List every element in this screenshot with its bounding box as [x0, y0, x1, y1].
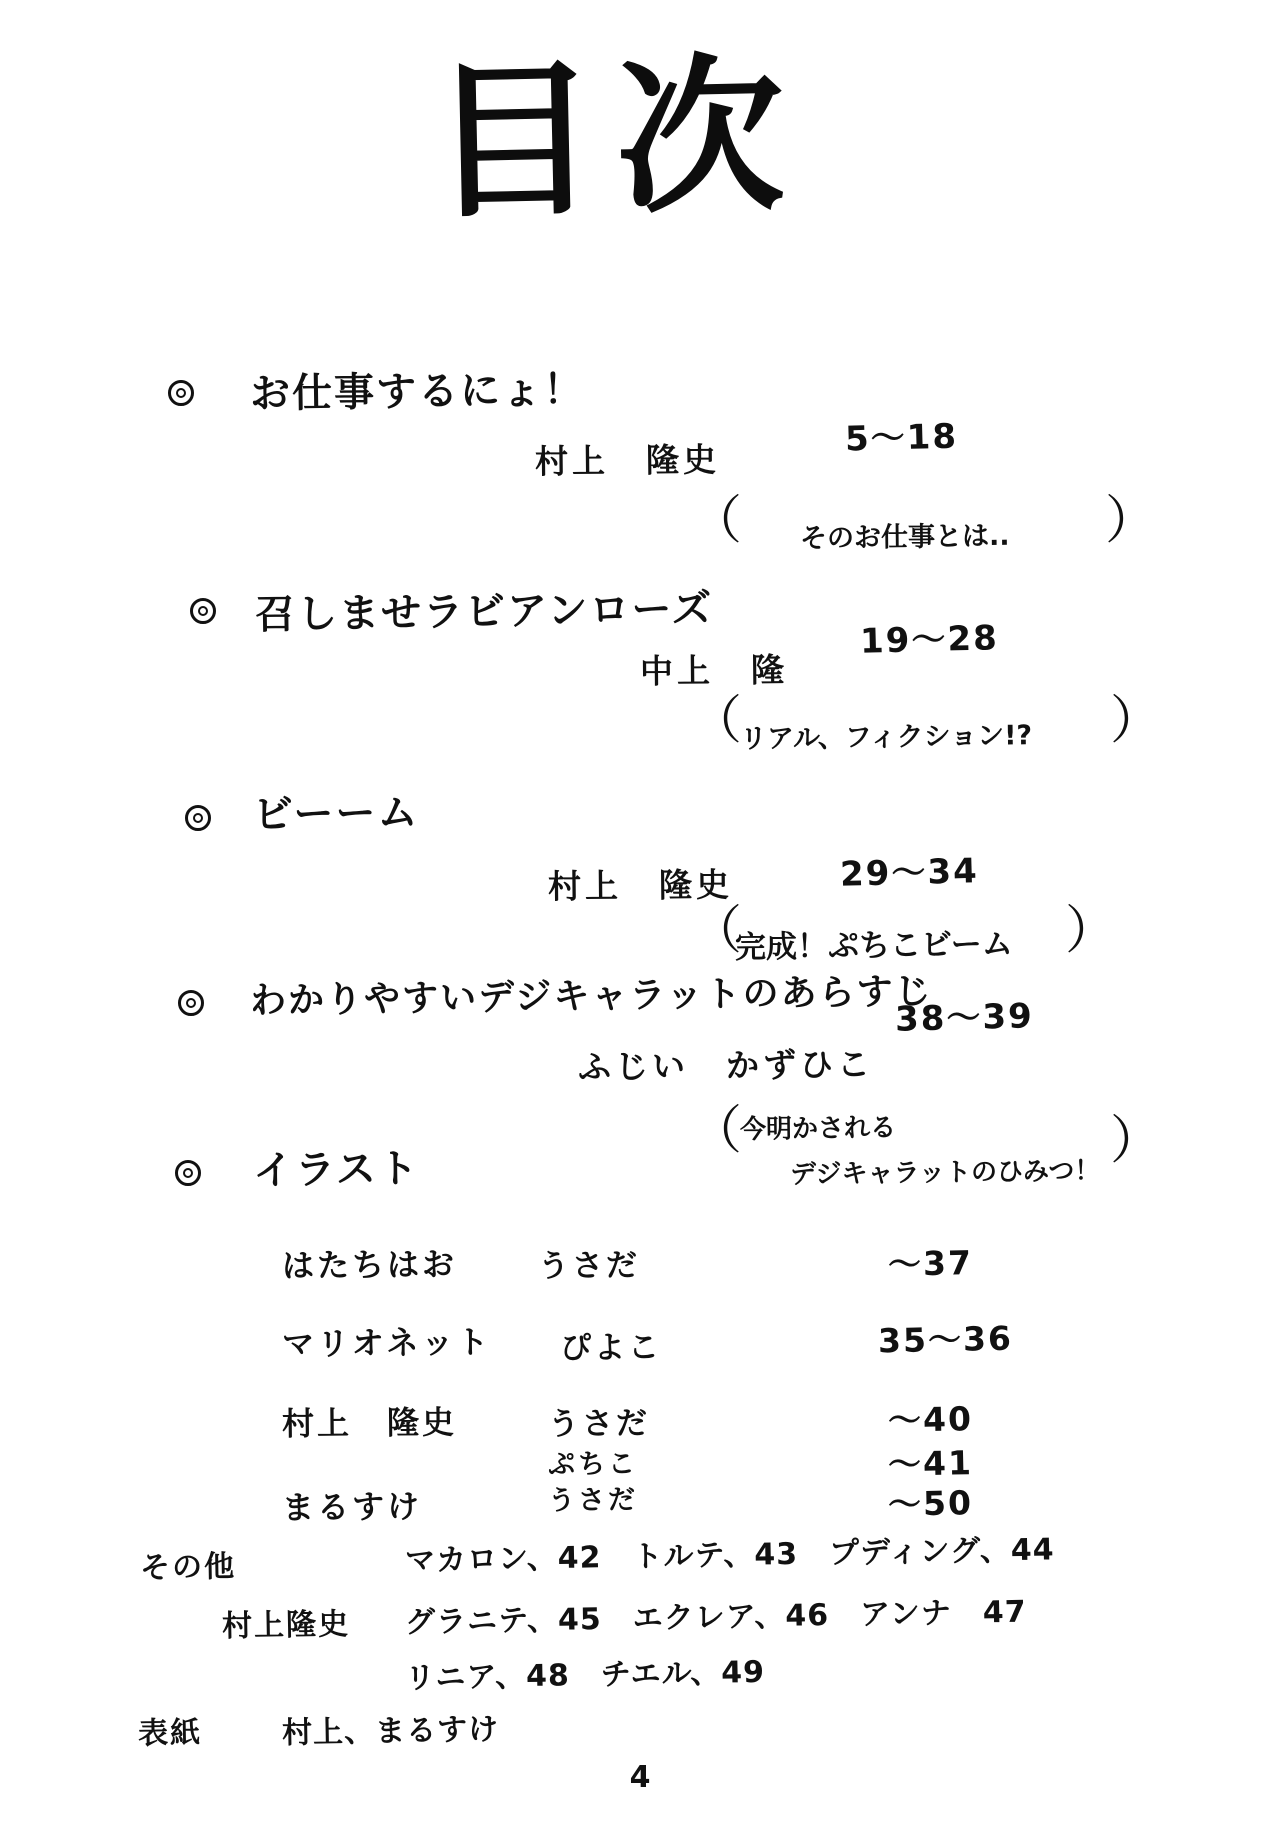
bullet-icon — [190, 598, 216, 624]
entry-author: ふじい かずひこ — [577, 1044, 875, 1087]
entry-note: リアル、フィクション!? — [739, 720, 1033, 755]
entry-pages: 19〜28 — [859, 618, 1000, 662]
other-line-2: グラニテ、45 エクレア、46 アンナ 47 — [404, 1594, 1027, 1641]
entry-pages: 5〜18 — [844, 416, 959, 460]
list-item-name: はたちはお — [281, 1245, 458, 1285]
entry-note: 今明かされる — [739, 1113, 897, 1145]
note-open-paren: （ — [690, 901, 743, 961]
list-item-artist: ぷちこ — [547, 1448, 639, 1481]
cover-label: 表紙 — [137, 1715, 203, 1752]
list-item-pages: 〜37 — [887, 1243, 974, 1284]
note-close-paren: ） — [1065, 901, 1118, 961]
bullet-icon — [185, 805, 211, 831]
entry-note: そのお仕事とは.. — [799, 520, 1010, 555]
note-close-paren: ） — [1105, 491, 1158, 551]
list-item-artist: うさだ — [547, 1484, 639, 1517]
note-open-paren: （ — [690, 491, 743, 551]
entry-author: 中上 隆 — [639, 650, 789, 691]
entry-title: イラスト — [252, 1145, 421, 1195]
list-item-pages: 〜41 — [887, 1443, 974, 1484]
entry-title: ビーーム — [252, 789, 420, 839]
cover-credit: 村上、まるすけ — [281, 1712, 500, 1751]
entry-note: 完成！ぷちこビーム — [734, 926, 1014, 966]
other-line-3: リニア、48 チエル、49 — [404, 1654, 766, 1697]
bullet-icon — [175, 1160, 201, 1186]
list-item-pages: 〜40 — [887, 1399, 974, 1440]
bullet-icon — [168, 380, 194, 406]
entry-pages: 29〜34 — [839, 851, 980, 895]
page-title: 目次 — [427, 37, 805, 242]
note-close-paren: ） — [1110, 1111, 1163, 1171]
note-open-paren: （ — [690, 1101, 743, 1161]
note-open-paren: （ — [690, 691, 743, 751]
list-item-name: 村上 隆史 — [281, 1403, 458, 1443]
entry-title: わかりやすいデジキャラットのあらすじ — [249, 971, 933, 1022]
entry-title: お仕事するにょ！ — [249, 366, 586, 418]
other-line-1: マカロン、42 トルテ、43 プディング、44 — [404, 1532, 1055, 1579]
list-item-pages: 〜50 — [887, 1483, 974, 1524]
other-label: その他 — [139, 1549, 237, 1586]
list-item-artist: ぴよこ — [559, 1329, 663, 1367]
entry-author: 村上 隆史 — [534, 440, 721, 481]
entry-author: 村上 隆史 — [547, 865, 734, 906]
entry-title: 召しませラビアンローズ — [254, 585, 714, 639]
bullet-icon — [178, 990, 204, 1016]
page-number: 4 — [629, 1760, 651, 1795]
note-close-paren: ） — [1110, 691, 1163, 751]
entry-pages: 38〜39 — [894, 996, 1035, 1040]
list-item-artist: うさだ — [547, 1405, 651, 1443]
list-item-artist: うさだ — [537, 1247, 641, 1285]
list-item-pages: 35〜36 — [877, 1318, 1014, 1361]
entry-note-second-line: デジキャラットのひみつ！ — [789, 1156, 1101, 1190]
list-item-name: まるすけ — [281, 1487, 423, 1527]
list-item-name: マリオネット — [281, 1322, 492, 1364]
other-credit-name: 村上隆史 — [221, 1606, 351, 1645]
